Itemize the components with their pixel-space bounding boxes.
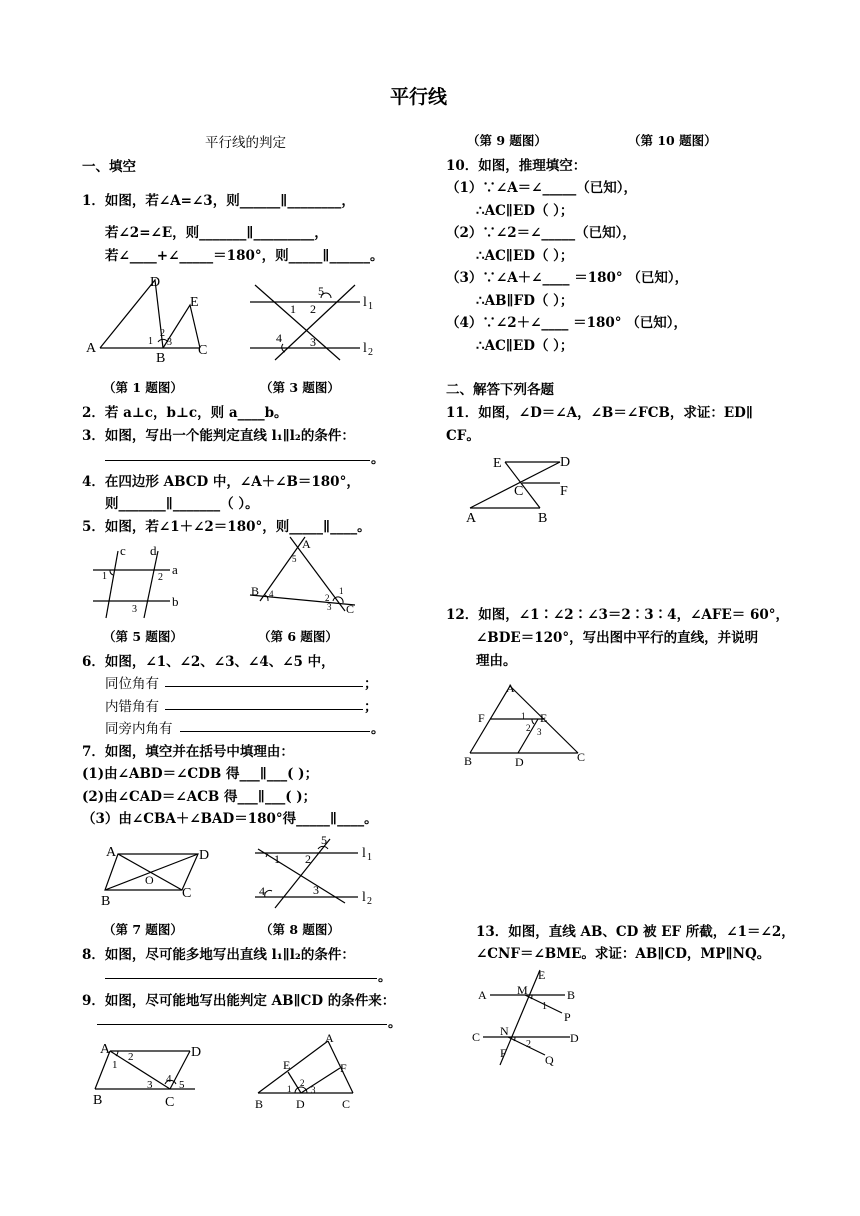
svg-text:5: 5 [321, 833, 327, 847]
q7-line4: （3）由∠CBA＋∠BAD＝180°得_____∥____。 [82, 811, 378, 827]
svg-text:F: F [500, 1046, 507, 1060]
q8-line1: 8．如图，尽可能多地写出直线 l₁∥l₂的条件： [82, 947, 355, 963]
figure-11-lines [460, 450, 590, 525]
figure-7-parallelogram [100, 842, 220, 907]
svg-text:3: 3 [311, 1085, 316, 1095]
svg-text:2: 2 [128, 1051, 134, 1063]
svg-text:2: 2 [158, 572, 163, 583]
q13-line2: ∠CNF＝∠BME。求证：AB∥CD，MP∥NQ。 [476, 946, 771, 962]
svg-text:C: C [198, 343, 208, 358]
q12-line3: 理由。 [476, 653, 517, 669]
svg-text:F: F [340, 1061, 347, 1075]
svg-text:D: D [191, 1045, 202, 1060]
figure-13-lines [470, 965, 590, 1070]
svg-text:2: 2 [325, 593, 330, 603]
q10-line2: （1）∵∠A＝∠_____（已知）， [446, 180, 637, 196]
q10-line3: ∴AC∥ED（ ）； [476, 203, 574, 219]
q13-line1: 13．如图，直线 AB、CD 被 EF 所截，∠1＝∠2， [476, 924, 795, 940]
svg-text:5: 5 [318, 284, 324, 298]
caption-fig6: （第 6 题图） [258, 629, 338, 644]
svg-text:1: 1 [367, 852, 372, 863]
q12-line1: 12．如图，∠1∶∠2∶∠3＝2∶3∶4，∠AFE＝ 60°， [446, 607, 789, 623]
q3-line1: 3．如图，写出一个能判定直线 l₁∥l₂的条件： [82, 428, 355, 444]
svg-text:4: 4 [276, 331, 282, 345]
q6-line2: 同位角有 [105, 676, 159, 692]
svg-text:3: 3 [310, 335, 316, 349]
svg-text:1: 1 [290, 302, 296, 316]
svg-text:1: 1 [521, 711, 526, 721]
svg-text:5: 5 [179, 1079, 185, 1091]
figure-3-lines [245, 280, 385, 360]
svg-text:E: E [540, 711, 548, 725]
svg-text:B: B [567, 988, 576, 1002]
q8-answer-line [105, 978, 377, 979]
figure-10-triangle [253, 1031, 368, 1111]
caption-fig5: （第 5 题图） [103, 629, 183, 644]
svg-text:1: 1 [148, 336, 153, 347]
svg-text:l: l [362, 890, 366, 905]
svg-text:l: l [363, 295, 367, 310]
caption-fig7: （第 7 题图） [103, 922, 183, 937]
svg-text:2: 2 [310, 302, 316, 316]
page-title: 平行线 [390, 86, 448, 108]
figure-6-triangle [245, 535, 365, 615]
q1-line3: 若∠____+∠_____＝180°，则_____∥______。 [105, 248, 384, 264]
svg-text:A: A [506, 681, 515, 695]
svg-text:A: A [100, 1042, 111, 1057]
q3-answer-line [105, 460, 370, 461]
svg-text:P: P [564, 1010, 571, 1024]
figure-1-triangle [80, 270, 230, 365]
q6-answer-line-3 [180, 731, 370, 732]
svg-text:c: c [120, 543, 126, 558]
svg-text:B: B [93, 1093, 103, 1108]
q6-end3: ； [364, 699, 378, 715]
svg-text:3: 3 [313, 883, 319, 897]
svg-text:3: 3 [327, 602, 332, 612]
svg-text:3: 3 [537, 727, 542, 737]
svg-text:B: B [251, 584, 260, 598]
svg-text:2: 2 [300, 1078, 305, 1088]
svg-text:4: 4 [166, 1073, 172, 1085]
q9-period: 。 [388, 1015, 402, 1031]
svg-text:1: 1 [339, 586, 344, 596]
q3-period: 。 [371, 451, 385, 467]
svg-text:1: 1 [287, 1084, 292, 1094]
svg-text:a: a [172, 562, 178, 577]
q8-period: 。 [378, 969, 392, 985]
q10-line7: ∴AB∥FD（ ）； [476, 293, 574, 309]
svg-text:2: 2 [305, 852, 311, 866]
q6-answer-line-1 [165, 686, 363, 687]
caption-fig3: （第 3 题图） [260, 380, 340, 395]
q10-line8: （4）∵∠2＋∠____ ＝180° （已知）， [446, 315, 687, 331]
svg-text:l: l [362, 846, 366, 861]
svg-text:1: 1 [274, 852, 280, 866]
svg-text:B: B [464, 754, 473, 768]
q1-line2: 若∠2=∠E，则_______∥_________， [105, 225, 328, 241]
q10-line1: 10．如图，推理填空： [446, 158, 587, 174]
svg-text:C: C [346, 602, 355, 616]
svg-text:2: 2 [368, 347, 373, 358]
svg-text:3: 3 [167, 337, 172, 348]
section-heading-2: 二、解答下列各题 [446, 382, 554, 398]
q1-line1: 1．如图，若∠A=∠3，则______∥________， [82, 193, 355, 209]
section-heading-1: 一、填空 [82, 159, 136, 175]
svg-text:1: 1 [112, 1059, 118, 1071]
svg-text:4: 4 [259, 884, 265, 898]
q7-line1: 7．如图，填空并在括号中填理由： [82, 744, 294, 760]
svg-text:M: M [517, 983, 528, 997]
figure-5-lines [88, 543, 198, 618]
figure-9-trapezoid [90, 1036, 220, 1111]
svg-text:N: N [500, 1024, 509, 1038]
q10-line6: （3）∵∠A＋∠____ ＝180° （已知）， [446, 270, 689, 286]
svg-text:D: D [150, 275, 161, 290]
q2-text: 2．若 a⊥c，b⊥c，则 a____b。 [82, 405, 288, 421]
svg-text:2: 2 [367, 896, 372, 907]
q4-line1: 4．在四边形 ABCD 中，∠A＋∠B＝180°， [82, 474, 360, 490]
svg-text:C: C [514, 484, 524, 499]
q6-end4: 。 [371, 721, 385, 737]
svg-text:d: d [150, 543, 157, 558]
svg-text:B: B [255, 1097, 264, 1111]
svg-text:C: C [577, 750, 586, 764]
svg-text:C: C [342, 1097, 351, 1111]
svg-text:C: C [165, 1095, 175, 1110]
caption-fig8: （第 8 题图） [260, 922, 340, 937]
svg-text:E: E [493, 456, 502, 471]
figure-12-triangle [460, 678, 590, 768]
svg-text:F: F [478, 711, 485, 725]
q11-line2: CF。 [446, 428, 480, 444]
svg-text:C: C [182, 886, 192, 901]
q9-line1: 9．如图，尽可能地写出能判定 AB∥CD 的条件来： [82, 993, 396, 1009]
caption-fig10: （第 10 题图） [628, 133, 717, 148]
svg-text:A: A [478, 988, 487, 1002]
q4-line2: 则_______∥_______（ ）。 [105, 496, 259, 512]
svg-text:A: A [106, 845, 117, 860]
figure-8-lines [250, 833, 385, 908]
svg-text:B: B [538, 511, 548, 526]
q9-answer-line [97, 1024, 387, 1025]
q12-line2: ∠BDE＝120°，写出图中平行的直线，并说明 [476, 630, 759, 646]
svg-text:3: 3 [147, 1079, 153, 1091]
svg-text:2: 2 [160, 328, 165, 339]
q6-line3: 内错角有 [105, 699, 159, 715]
svg-text:2: 2 [526, 723, 531, 733]
svg-text:b: b [172, 594, 179, 609]
caption-fig1: （第 1 题图） [103, 380, 183, 395]
svg-text:D: D [199, 848, 210, 863]
svg-text:E: E [538, 968, 546, 982]
svg-text:B: B [101, 894, 111, 909]
svg-text:A: A [302, 537, 311, 551]
svg-text:A: A [466, 511, 477, 526]
svg-text:3: 3 [132, 604, 137, 615]
svg-text:D: D [515, 755, 524, 769]
svg-text:B: B [156, 351, 166, 366]
svg-text:F: F [560, 484, 568, 499]
svg-text:l: l [363, 341, 367, 356]
svg-text:2: 2 [526, 1039, 531, 1050]
svg-text:A: A [325, 1031, 334, 1045]
svg-text:D: D [296, 1097, 305, 1111]
svg-text:A: A [86, 341, 97, 356]
q6-answer-line-2 [165, 709, 363, 710]
svg-text:E: E [190, 295, 199, 310]
q7-line3: (2)由∠CAD＝∠ACB 得___∥___( )； [82, 789, 317, 805]
q11-line1: 11．如图，∠D＝∠A，∠B＝∠FCB，求证：ED∥ [446, 405, 754, 421]
q10-line9: ∴AC∥ED（ ）； [476, 338, 574, 354]
svg-text:E: E [283, 1058, 291, 1072]
q6-line1: 6．如图，∠1、∠2、∠3、∠4、∠5 中， [82, 654, 335, 670]
caption-fig9: （第 9 题图） [467, 133, 547, 148]
svg-text:1: 1 [542, 1001, 547, 1012]
q6-line4: 同旁内角有 [105, 721, 173, 737]
svg-text:C: C [472, 1030, 481, 1044]
q10-line5: ∴AC∥ED（ ）； [476, 248, 574, 264]
svg-text:5: 5 [292, 554, 297, 564]
svg-text:1: 1 [368, 301, 373, 312]
svg-text:4: 4 [269, 589, 274, 599]
q5-text: 5．如图，若∠1＋∠2＝180°，则_____∥____。 [82, 519, 371, 535]
svg-text:O: O [145, 873, 154, 887]
svg-text:D: D [560, 455, 571, 470]
q6-end2: ； [364, 676, 378, 692]
q7-line2: (1)由∠ABD＝∠CDB 得___∥___( )； [82, 766, 319, 782]
svg-text:1: 1 [102, 571, 107, 582]
q10-line4: （2）∵∠2＝∠_____（已知）， [446, 225, 636, 241]
subtitle: 平行线的判定 [205, 135, 286, 151]
svg-text:Q: Q [545, 1053, 554, 1067]
svg-text:D: D [570, 1031, 579, 1045]
